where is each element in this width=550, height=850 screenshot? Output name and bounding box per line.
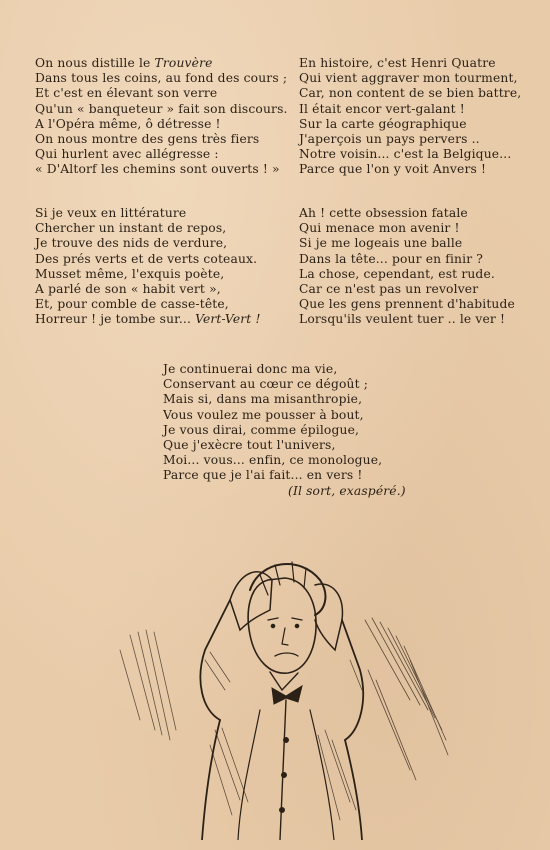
verse-line [35,206,261,221]
verse-line: Sur la carte géographique [299,116,467,131]
verse-italic-title: Trouvère [154,56,213,70]
verse-line [35,162,288,177]
verse-line: Ah ! cette obsession fatale [299,206,468,220]
verse-line [35,56,288,71]
verse-text: Des prés verts et de verts coteaux. [35,251,258,266]
verse-line: Qui menace mon avenir ! [299,221,460,236]
verse-text: Qu'un « banqueteur » fait son discours. [35,101,288,116]
verse-text: « D'Altorf les chemins sont ouverts ! » [35,162,280,177]
verse-line [35,102,288,117]
verse-line [35,312,261,327]
verse-line: Car ce n'est pas un revolver [299,282,479,297]
stage-direction: (Il sort, exaspéré.) [288,483,406,498]
stanza-1-right [299,56,521,178]
verse-line [35,267,261,282]
verse-text: On nous distille le [35,56,155,70]
verse-text: Qui hurlent avec allégresse : [35,147,219,162]
verse-line [35,252,261,267]
verse-line: Conservant au cœur ce dégoût ; [163,377,369,392]
verse-text: On nous montre des gens très fiers [35,132,260,147]
verse-text: Dans tous les coins, au fond des cours ; [35,71,288,86]
verse-line: Si je me logeais une balle [299,236,463,251]
verse-line: Parce que je l'ai fait... en vers ! [163,468,363,483]
verse-line: Lorsqu'ils veulent tuer .. le ver ! [299,312,506,327]
verse-line [35,86,288,101]
verse-line [35,71,288,86]
verse-line: Mais si, dans ma misanthropie, [163,392,363,407]
verse-line: Moi... vous... enfin, ce monologue, [163,453,383,468]
stanza-2-right [299,206,515,328]
verse-text: Et c'est en élevant son verre [35,86,218,101]
verse-line: Qui vient aggraver mon tourment, [299,71,518,86]
verse-line [35,236,261,251]
verse-line: Vous voulez me pousser à bout, [163,407,364,422]
verse-text: Et, pour comble de casse-tête, [35,297,229,312]
verse-line: J'aperçois un pays pervers .. [299,132,480,147]
verse-text: Je trouve des nids de verdure, [35,236,228,251]
verse-text: Musset même, l'exquis poète, [35,266,225,281]
verse-line [35,297,261,312]
verse-line: Que les gens prennent d'habitude [299,297,515,312]
verse-line: Dans la tête... pour en finir ? [299,251,484,266]
verse-line: Je vous dirai, comme épilogue, [163,422,360,437]
verse-line [35,117,288,132]
verse-text: Chercher un instant de repos, [35,221,227,236]
verse-line: Que j'exècre tout l'univers, [163,438,336,453]
verse-text: Si je veux en littérature [35,206,187,220]
verse-line [35,221,261,236]
verse-line: Notre voisin... c'est la Belgique... [299,147,512,162]
stanza-2-left [35,206,261,328]
engraving-distressed-man [110,540,450,840]
verse-line: En histoire, c'est Henri Quatre [299,56,496,70]
verse-line [35,147,288,162]
verse-line [35,282,261,297]
verse-line: Je continuerai donc ma vie, [163,362,338,376]
verse-text: Horreur ! je tombe sur... [35,312,196,327]
verse-line: La chose, cependant, est rude. [299,266,495,281]
verse-line: Parce que l'on y voit Anvers ! [299,162,487,177]
verse-text: A parlé de son « habit vert », [35,282,221,297]
final-stanza [163,362,406,499]
stanza-1-left [35,56,288,178]
verse-line: Il était encor vert-galant ! [299,101,465,116]
verse-line [35,132,288,147]
verse-italic-title: Vert-Vert ! [195,312,261,327]
verse-line: Car, non content de se bien battre, [299,86,522,101]
verse-text: A l'Opéra même, ô détresse ! [35,116,221,131]
